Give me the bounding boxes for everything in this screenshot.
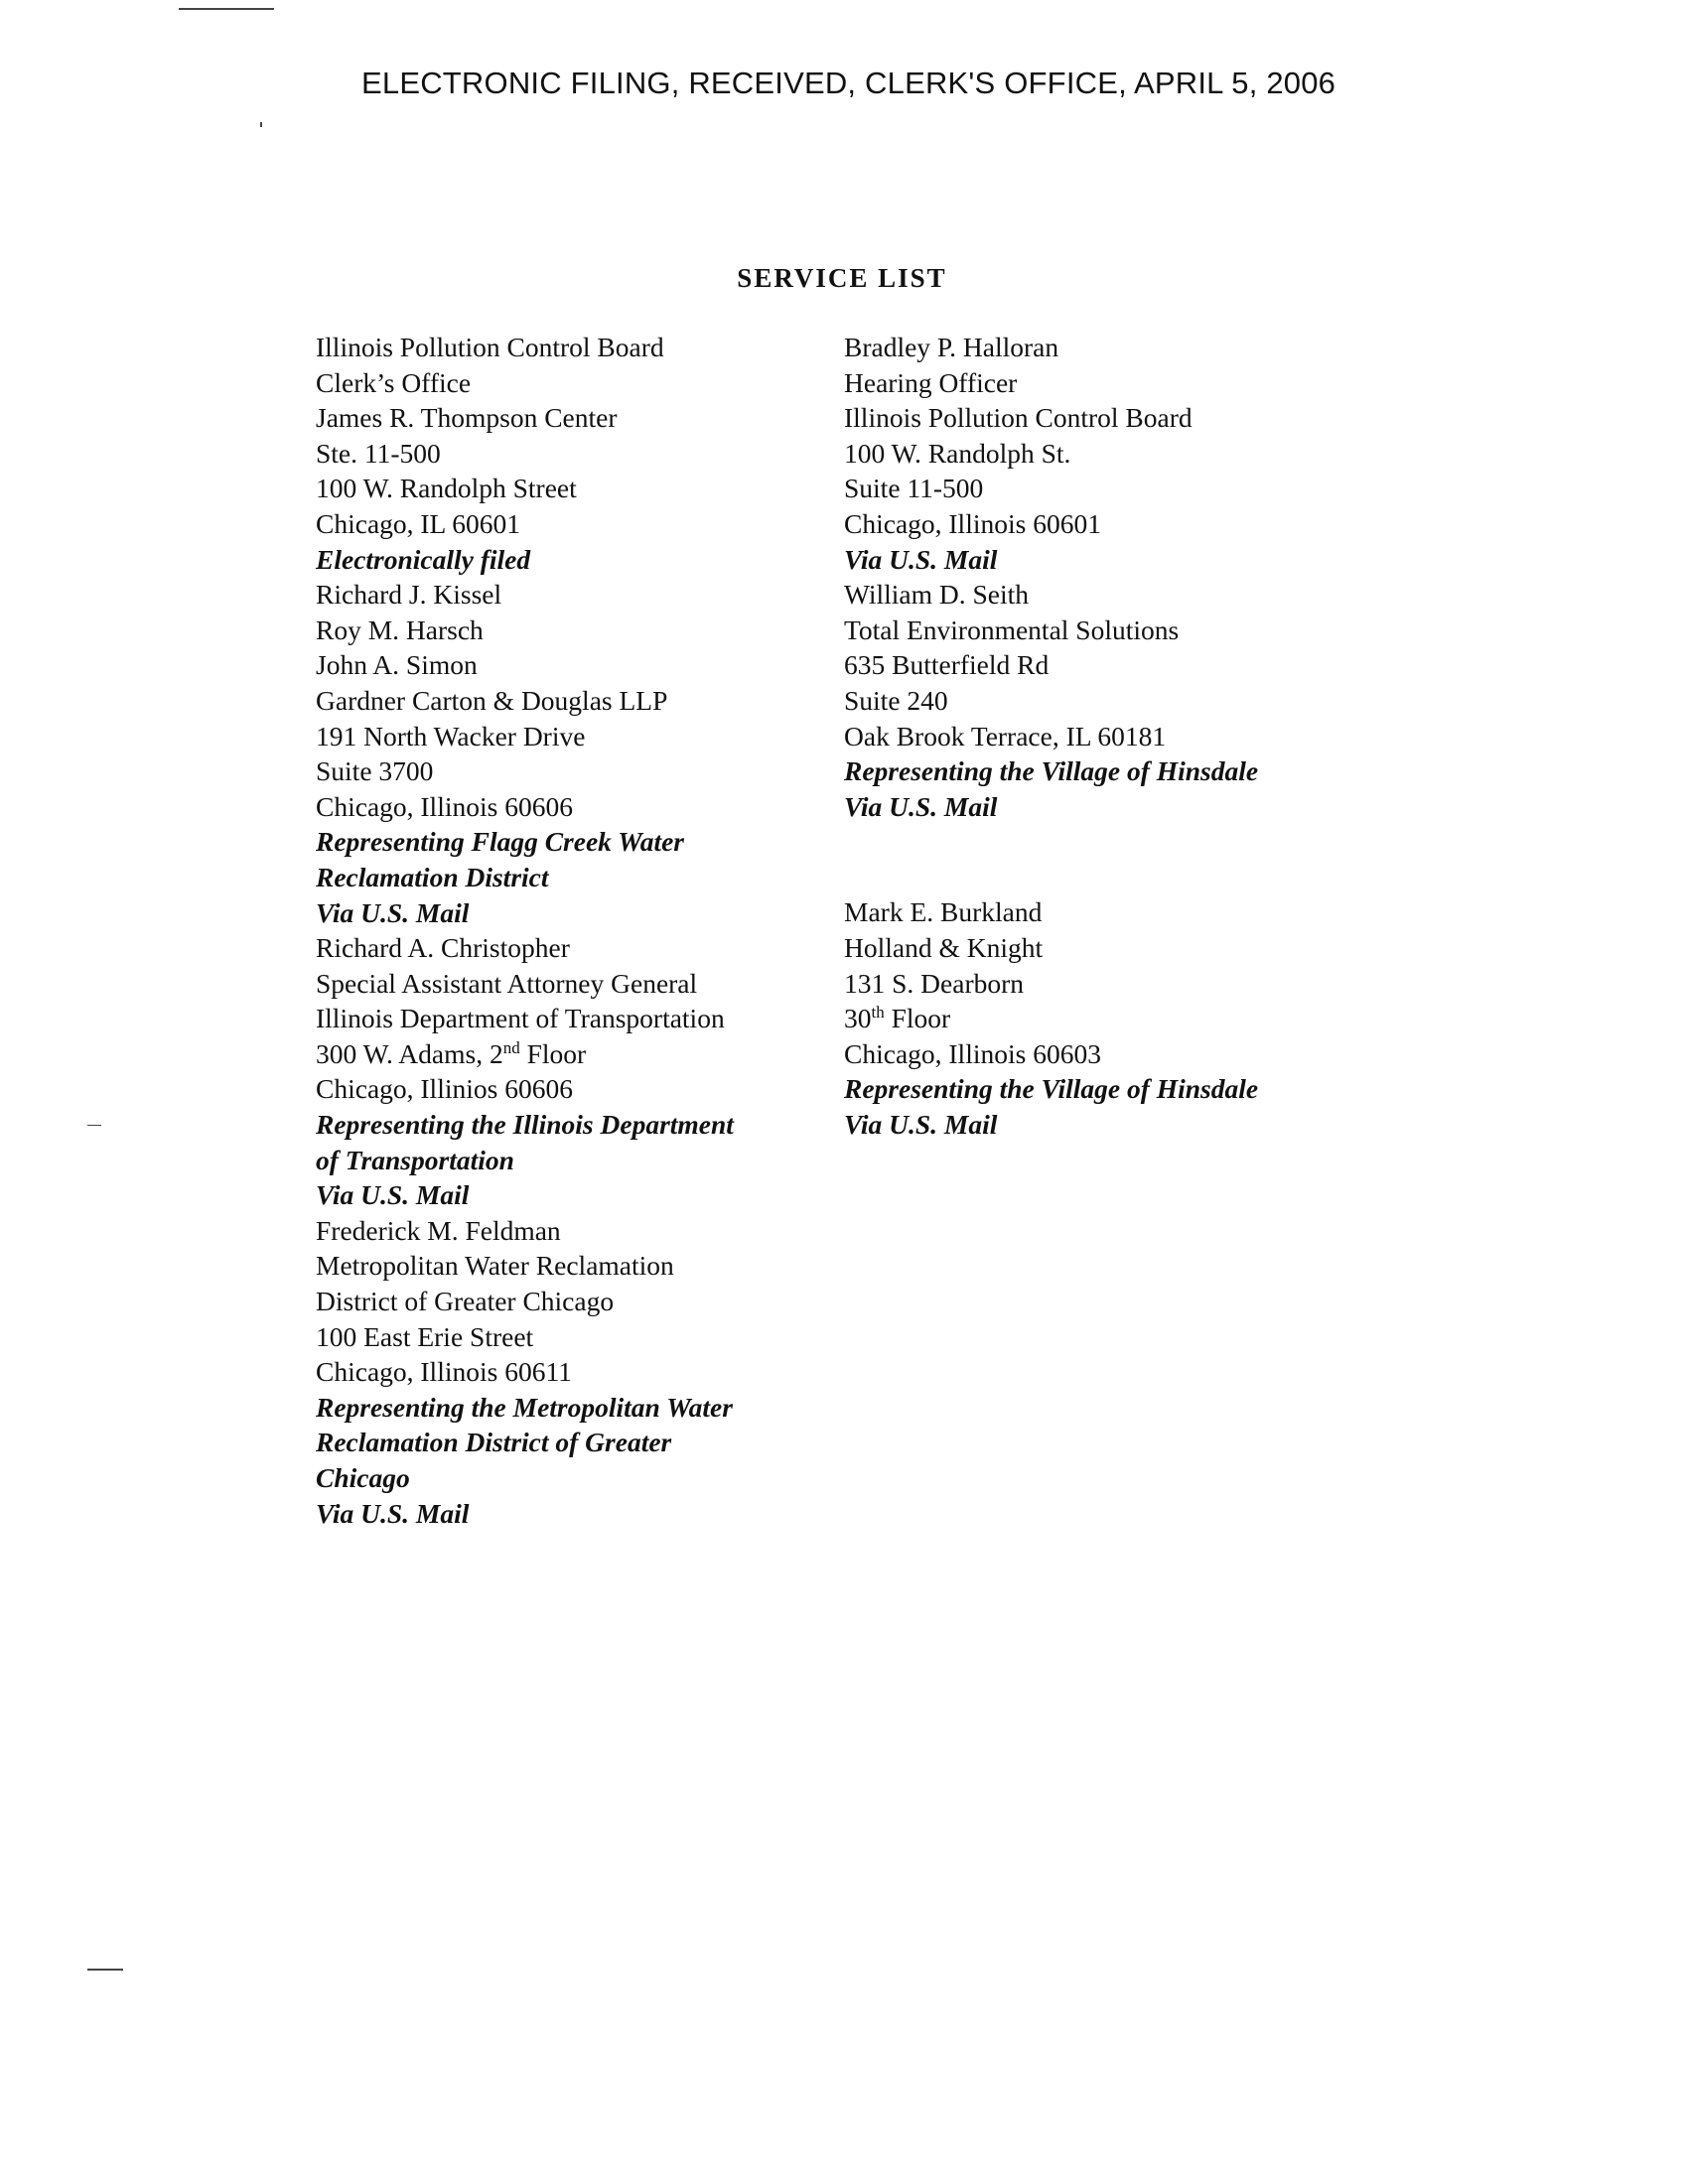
floor-label: Floor: [519, 1037, 587, 1069]
address-line: [316, 1036, 832, 1072]
scan-mark-left-tick: [87, 1125, 101, 1126]
address-line: Suite 11-500: [844, 473, 984, 504]
address-line: District of Greater Chicago: [316, 1286, 615, 1317]
address-line: Ste. 11-500: [316, 437, 441, 469]
entry-spacer: [844, 824, 1360, 894]
service-entry: [316, 577, 832, 930]
address-line: Clerk’s Office: [316, 366, 472, 398]
address-line: Chicago, Illinois 60601: [844, 507, 1101, 539]
address-line: Gardner Carton & Douglas LLP: [316, 684, 668, 716]
filing-stamp: ELECTRONIC FILING, RECEIVED, CLERK'S OFFICE, APRIL 5, 2006: [361, 66, 1336, 100]
address-line: 100 W. Randolph St.: [844, 437, 1071, 469]
address-line: Oak Brook Terrace, IL 60181: [844, 720, 1167, 751]
address-line: Bradley P. Halloran: [844, 332, 1059, 362]
service-entry: [316, 930, 832, 1213]
service-entry: [316, 1213, 832, 1531]
address-line: 635 Butterfield Rd: [844, 649, 1050, 681]
representation-note: Representing Flagg Creek Water: [316, 826, 685, 858]
delivery-note: Via U.S. Mail: [844, 790, 998, 822]
address-line: Frederick M. Feldman: [316, 1214, 561, 1246]
delivery-note: Via U.S. Mail: [844, 1108, 998, 1140]
delivery-note: Via U.S. Mail: [316, 1497, 470, 1529]
address-line: Chicago, Illinois 60603: [844, 1037, 1101, 1069]
address-line: William D. Seith: [844, 579, 1030, 611]
representation-note: Reclamation District: [316, 861, 549, 892]
address-line: 131 S. Dearborn: [844, 967, 1025, 999]
address-line: Chicago, IL 60601: [316, 507, 520, 539]
address-line: Illinois Pollution Control Board: [316, 332, 664, 362]
page-title: SERVICE LIST: [737, 263, 947, 293]
address-line: Special Assistant Attorney General: [316, 967, 698, 999]
scan-mark-top-line: [179, 8, 274, 10]
service-entry: [844, 330, 1360, 577]
service-entry: [316, 330, 832, 577]
address-line: James R. Thompson Center: [316, 402, 618, 434]
address-line: Hearing Officer: [844, 366, 1018, 398]
address-line: Illinois Pollution Control Board: [844, 402, 1193, 434]
delivery-note: Via U.S. Mail: [844, 543, 998, 575]
floor-number: 30: [844, 1003, 872, 1034]
address-line: Richard A. Christopher: [316, 932, 570, 964]
address-line: Roy M. Harsch: [316, 614, 484, 645]
representation-note: of Transportation: [316, 1144, 514, 1175]
address-line: 100 East Erie Street: [316, 1320, 534, 1352]
representation-note: Representing the Illinois Department: [316, 1109, 734, 1141]
address-line: Suite 240: [844, 684, 948, 716]
address-line: Mark E. Burkland: [844, 896, 1043, 928]
address-line: Suite 3700: [316, 755, 434, 787]
representation-note: Reclamation District of Greater: [316, 1427, 672, 1458]
service-list-right-column: [844, 330, 1360, 1142]
ordinal-suffix: nd: [502, 1037, 520, 1057]
address-line: 191 North Wacker Drive: [316, 720, 586, 751]
address-line: Total Environmental Solutions: [844, 614, 1180, 645]
representation-note: Representing the Village of Hinsdale: [844, 755, 1259, 787]
address-line: [844, 1001, 1360, 1036]
ordinal-suffix: th: [871, 1002, 885, 1022]
representation-note: Representing the Village of Hinsdale: [844, 1073, 1259, 1105]
street-address: 300 W. Adams, 2: [316, 1037, 503, 1069]
scan-mark-dot: [260, 122, 262, 127]
service-entry: [844, 894, 1360, 1142]
address-line: Metropolitan Water Reclamation: [316, 1250, 674, 1282]
floor-label: Floor: [884, 1003, 951, 1034]
scan-mark-bottom-tick: [87, 1969, 123, 1971]
address-line: Chicago, Illinios 60606: [316, 1073, 573, 1105]
address-line: Chicago, Illinois 60611: [316, 1356, 572, 1388]
address-line: Chicago, Illinois 60606: [316, 790, 573, 822]
address-line: Richard J. Kissel: [316, 579, 502, 611]
representation-note: Representing the Metropolitan Water: [316, 1391, 733, 1423]
representation-note: Chicago: [316, 1462, 410, 1493]
service-entry: [844, 577, 1360, 824]
delivery-note: Via U.S. Mail: [316, 896, 470, 928]
delivery-note: Via U.S. Mail: [316, 1179, 470, 1211]
address-line: John A. Simon: [316, 649, 478, 681]
address-line: 100 W. Randolph Street: [316, 473, 577, 504]
delivery-note: Electronically filed: [316, 543, 531, 575]
address-line: Illinois Department of Transportation: [316, 1003, 725, 1034]
address-line: Holland & Knight: [844, 931, 1044, 963]
service-list-left-column: [316, 330, 832, 1531]
